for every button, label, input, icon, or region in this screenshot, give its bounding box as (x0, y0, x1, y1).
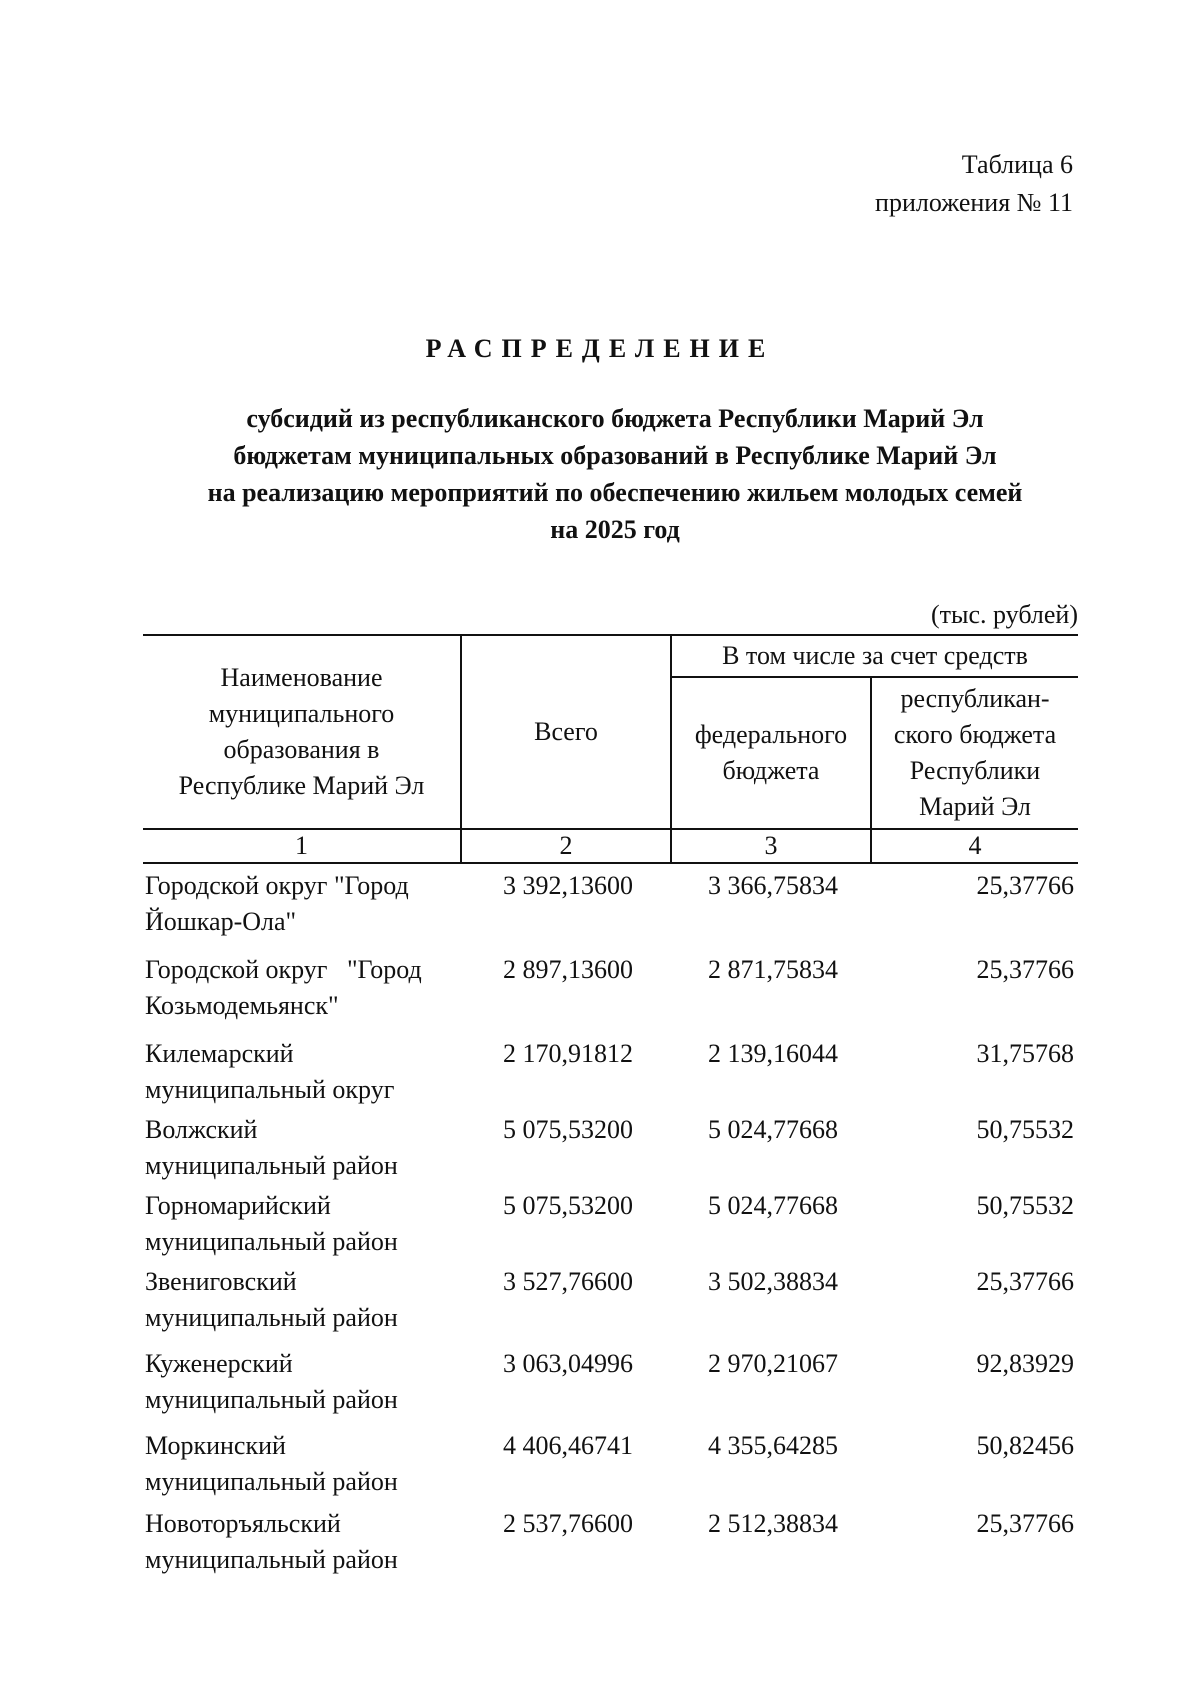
table-reference (875, 146, 1073, 222)
table-row (143, 1188, 1078, 1260)
unit-label: (тыс. рублей) (930, 600, 1078, 629)
table-row (143, 1428, 1078, 1500)
municipality-name: Моркинский муниципальный район (145, 1431, 398, 1496)
republic-value: 25,37766 (976, 871, 1074, 900)
federal-value: 5 024,77668 (708, 1191, 838, 1220)
table-row (143, 1264, 1078, 1336)
column-number: 1 (143, 829, 461, 863)
federal-value: 2 512,38834 (708, 1509, 838, 1538)
column-header-name: Наименование муниципального образования в Республике Марий Эл (143, 635, 461, 829)
column-number: 4 (871, 829, 1078, 863)
municipality-name: Звениговский муниципальный район (145, 1267, 398, 1332)
federal-value: 2 871,75834 (708, 955, 838, 984)
total-value: 5 075,53200 (503, 1191, 633, 1220)
column-header-total: Всего (461, 635, 671, 829)
appendix-number: приложения № 11 (875, 188, 1073, 217)
document-title: РАСПРЕДЕЛЕНИЕ (425, 334, 775, 363)
municipality-name: Городской округ "Город Козьмодемьянск" (145, 955, 422, 1020)
subtitle-line: на реализацию мероприятий по обеспечению жильем молодых семей (207, 478, 1023, 507)
document-subtitle (100, 400, 1130, 548)
table-number: Таблица 6 (961, 150, 1073, 179)
total-value: 4 406,46741 (503, 1431, 633, 1460)
total-value: 2 170,91812 (503, 1039, 633, 1068)
total-value: 3 063,04996 (503, 1349, 633, 1378)
subtitle-line: на 2025 год (550, 515, 680, 544)
column-header-federal: федерального бюджета (671, 677, 871, 829)
federal-value: 3 502,38834 (708, 1267, 838, 1296)
subtitle-line: бюджетам муниципальных образований в Республике Марий Эл (233, 441, 997, 470)
republic-value: 50,75532 (976, 1191, 1074, 1220)
federal-value: 3 366,75834 (708, 871, 838, 900)
distribution-table-body (143, 868, 1078, 1578)
federal-value: 5 024,77668 (708, 1115, 838, 1144)
municipality-name: Килемарский муниципальный округ (145, 1039, 395, 1104)
republic-value: 25,37766 (976, 955, 1074, 984)
republic-value: 25,37766 (976, 1267, 1074, 1296)
total-value: 3 527,76600 (503, 1267, 633, 1296)
municipality-name: Волжский муниципальный район (145, 1115, 398, 1180)
total-value: 5 075,53200 (503, 1115, 633, 1144)
table-row (143, 1112, 1078, 1184)
municipality-name: Горномарийский муниципальный район (145, 1191, 398, 1256)
republic-value: 50,75532 (976, 1115, 1074, 1144)
federal-value: 2 139,16044 (708, 1039, 838, 1068)
table-row (143, 1506, 1078, 1578)
column-header-group: В том числе за счет средств (671, 635, 1078, 677)
column-number: 3 (671, 829, 871, 863)
table-row (143, 1036, 1078, 1108)
subtitle-line: субсидий из республиканского бюджета Республики Марий Эл (246, 404, 984, 433)
column-number: 2 (461, 829, 671, 863)
republic-value: 31,75768 (976, 1039, 1074, 1068)
table-row (143, 1346, 1078, 1418)
federal-value: 4 355,64285 (708, 1431, 838, 1460)
municipality-name: Городской округ "Город Йошкар-Ола" (145, 871, 409, 936)
total-value: 2 897,13600 (503, 955, 633, 984)
total-value: 2 537,76600 (503, 1509, 633, 1538)
republic-value: 92,83929 (976, 1349, 1074, 1378)
republic-value: 25,37766 (976, 1509, 1074, 1538)
municipality-name: Куженерский муниципальный район (145, 1349, 398, 1414)
total-value: 3 392,13600 (503, 871, 633, 900)
table-row (143, 952, 1078, 1024)
republic-value: 50,82456 (976, 1431, 1074, 1460)
distribution-table-header (143, 634, 1078, 864)
column-header-republic: республикан- ского бюджета Республики Марий Эл (871, 677, 1078, 829)
table-row (143, 868, 1078, 940)
municipality-name: Новоторъяльский муниципальный район (145, 1509, 398, 1574)
federal-value: 2 970,21067 (708, 1349, 838, 1378)
